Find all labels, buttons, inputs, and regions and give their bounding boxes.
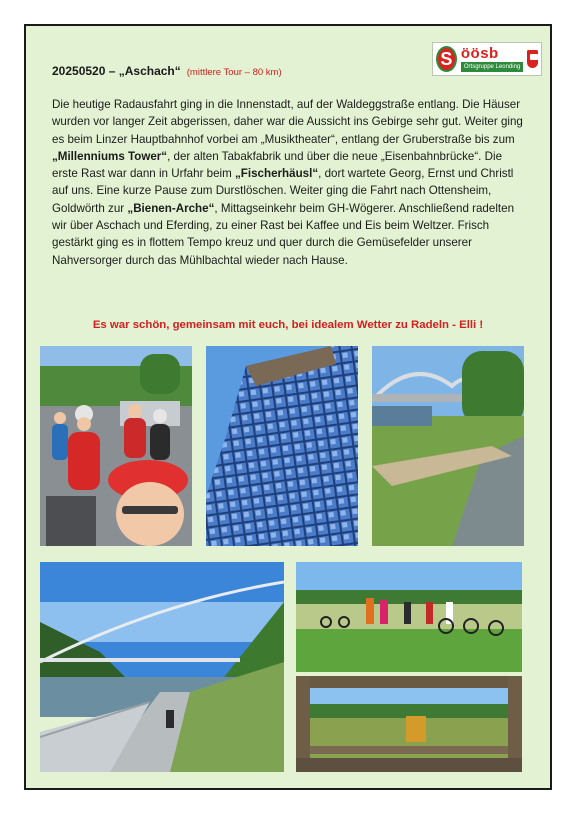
- highlight-millennium-tower: „Millenniums Tower“: [52, 149, 168, 163]
- photo-bee-ark: [296, 676, 522, 772]
- text-part-1: Die heutige Radausfahrt ging in die Innenstadt, auf der Waldeggstraße entlang. Die Häuser wurden vor langer Zeit abgerissen, daher war die Aussicht ins Gebirge sehr gut. Weiter ging es beim Linzer Hauptbahnhof vorbei am „Musiktheater“, entlang der Gruberstraße bis zum: [52, 98, 523, 146]
- report-text: [52, 96, 530, 269]
- photo-millennium-tower: [206, 346, 358, 546]
- photo-railway-bridge: [372, 346, 524, 546]
- photo-cyclists-selfie: [40, 346, 192, 546]
- tour-title: 20250520 – „Aschach“: [52, 64, 181, 78]
- text-part-3: , dort wartete Georg, Ernst und Christl auf uns. Eine kurze Pause zum Durstlöschen. Weiter ging die Fahrt nach Ottensheim, Goldwörth zur: [52, 167, 514, 215]
- photo-group-bikes: [296, 562, 522, 672]
- logo-brand: öösb: [460, 45, 499, 62]
- highlight-fischerhaeusl: „Fischerhäusl“: [235, 167, 319, 181]
- text-part-2: , der alten Tabakfabrik und über die neue „Eisenbahnbrücke“. Die erste Rast war dann in Urfahr beim: [52, 149, 503, 181]
- logo-mark: S: [436, 46, 457, 72]
- logo-group: Ortsgruppe Leonding: [461, 62, 523, 72]
- closing-line: Es war schön, gemeinsam mit euch, bei idealem Wetter zu Radeln - Elli !: [92, 319, 484, 331]
- photo-suspension-bridge: [40, 562, 284, 772]
- highlight-bienen-arche: „Bienen-Arche“: [127, 201, 215, 215]
- logo-words: [461, 46, 523, 72]
- club-logo: [432, 42, 542, 76]
- crest-icon: [527, 50, 538, 68]
- flyer-page: [24, 24, 552, 790]
- page-title: [52, 64, 282, 78]
- text-part-4: , Mittagseinkehr beim GH-Wögerer. Anschließend radelten wir über Aschach und Eferding, zu einer Rast bei Kaffee und Eis beim Weltzer. Frisch gestärkt ging es in flottem Tempo kreuz und quer durch die Gemüsefelder unserer Nahversorger durch das Mühlbachtal wieder nach Hause.: [52, 201, 515, 267]
- report-paragraph: [52, 96, 530, 269]
- tour-subtitle: (mittlere Tour – 80 km): [186, 67, 282, 78]
